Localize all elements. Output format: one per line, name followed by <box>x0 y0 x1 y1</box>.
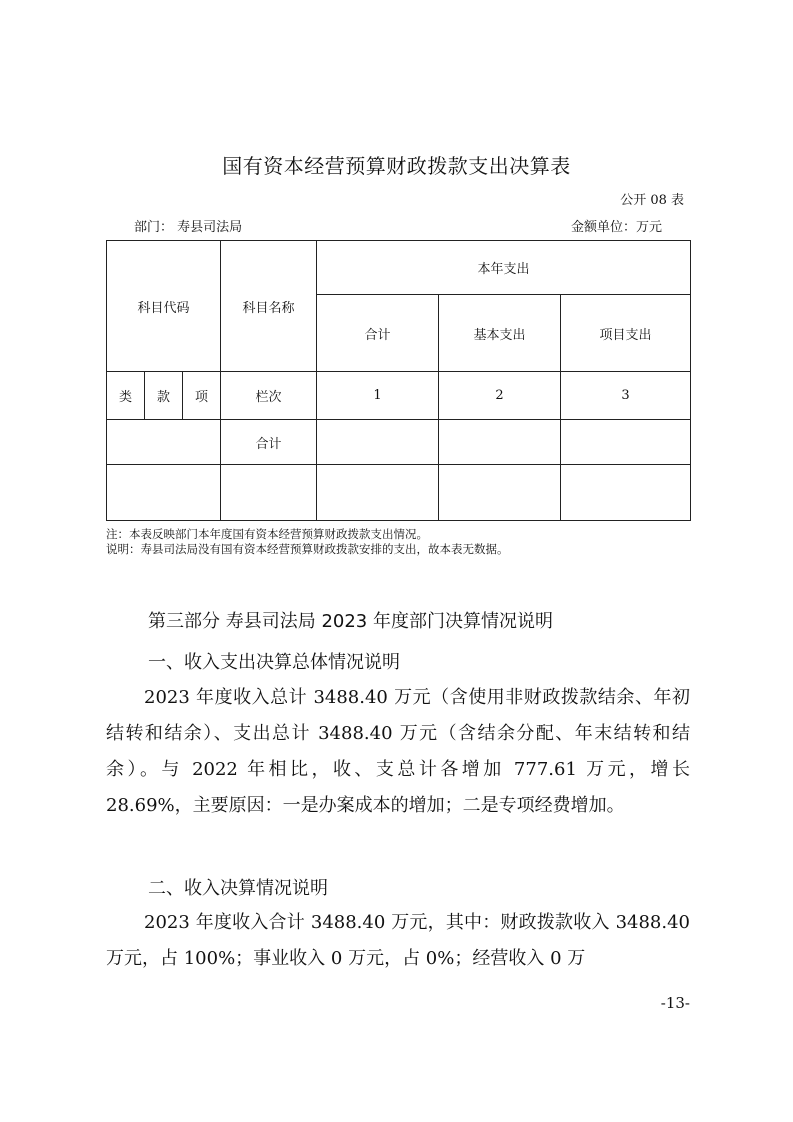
header-class: 类 <box>107 372 145 420</box>
table-row <box>107 465 691 521</box>
section2-text: 2023 年度收入合计 3488.40 万元，其中：财政拨款收入 3488.40 万元，占 100%；事业收入 0 万元，占 0%；经营收入 0 万 <box>106 912 690 969</box>
row-total-label: 合计 <box>221 420 317 465</box>
header-total: 合计 <box>317 295 439 372</box>
section2-paragraph <box>106 905 690 977</box>
table-cell <box>561 465 691 521</box>
part-heading: 第三部分 寿县司法局 2023 年度部门决算情况说明 <box>148 611 553 632</box>
header-subject-name: 科目名称 <box>221 241 317 372</box>
table-cell <box>107 420 221 465</box>
form-number: 公开 08 表 <box>620 193 684 208</box>
header-column-number: 栏次 <box>221 372 317 420</box>
table-row <box>107 420 691 465</box>
section1-heading: 一、收入支出决算总体情况说明 <box>148 652 400 673</box>
section1-text: 2023 年度收入总计 3488.40 万元（含使用非财政拨款结余、年初结转和结余）、支出总计 3488.40 万元（含结余分配、年末结转和结余）。与 2022 年相比，收、支总计各增加 777.61 万元，增长 28.69%，主要原因：一是办案成本的增加；二是专项经费增加。 <box>106 687 690 816</box>
table-cell <box>561 420 691 465</box>
header-project-expenditure: 项目支出 <box>561 295 691 372</box>
table-explanation: 说明：寿县司法局没有国有资本经营预算财政拨款安排的支出，故本表无数据。 <box>106 542 509 556</box>
page-number: -13- <box>660 994 690 1012</box>
table-cell <box>317 420 439 465</box>
header-section: 款 <box>145 372 183 420</box>
amount-unit-label: 金额单位：万元 <box>570 220 662 235</box>
section1-paragraph <box>106 680 690 824</box>
table-cell <box>107 465 221 521</box>
table-cell <box>439 420 561 465</box>
header-basic-expenditure: 基本支出 <box>439 295 561 372</box>
column-number-1: 1 <box>317 372 439 420</box>
column-number-3: 3 <box>561 372 691 420</box>
table-title: 国有资本经营预算财政拨款支出决算表 <box>222 154 571 178</box>
expenditure-table <box>106 240 691 521</box>
department-label: 部门： 寿县司法局 <box>134 220 243 235</box>
table-cell <box>317 465 439 521</box>
table-cell <box>221 465 317 521</box>
header-subject-code: 科目代码 <box>107 241 221 372</box>
header-item: 项 <box>183 372 221 420</box>
header-current-year-expenditure: 本年支出 <box>317 241 691 295</box>
column-number-2: 2 <box>439 372 561 420</box>
table-cell <box>439 465 561 521</box>
section2-heading: 二、收入决算情况说明 <box>148 878 328 899</box>
table-note: 注：本表反映部门本年度国有资本经营预算财政拨款支出情况。 <box>106 527 428 541</box>
